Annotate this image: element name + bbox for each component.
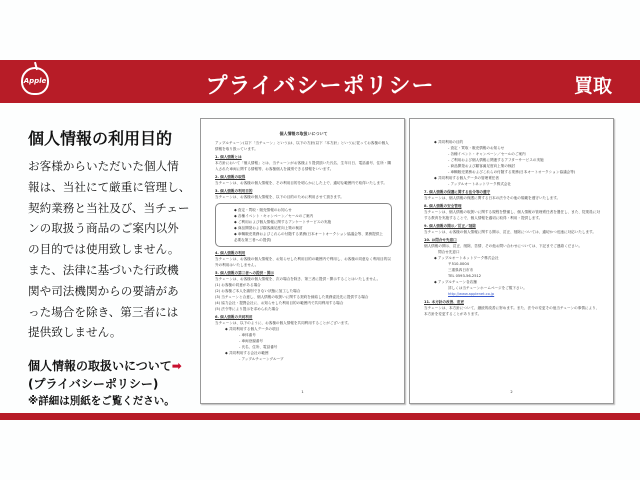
doc-subitem: - 査定・買取・販売情報のお知らせ	[424, 145, 601, 151]
doc-subitem: - 車両登録番号	[215, 338, 392, 344]
link-label: 個人情報の取扱いについて	[28, 359, 172, 374]
doc-bullet: ◆ アップルオートネットワーク株式会社	[424, 255, 601, 261]
website-link[interactable]: http://www.applenet.co.jp	[448, 292, 495, 296]
text-line: の目的では使用致しません。	[28, 242, 180, 257]
doc-bullet: ◆ 商品開発および顧客満足度向上策の検討	[224, 225, 383, 231]
privacy-policy-link[interactable]	[28, 357, 196, 393]
footer-band	[0, 413, 640, 420]
page-title: プライバシーポリシー	[205, 74, 435, 99]
doc-bullet: ◆ 査定・買取・販売情報のお知らせ	[224, 207, 383, 213]
purpose-section	[28, 126, 196, 409]
policy-document-page-1	[200, 118, 405, 404]
doc-bullet: ◆ 共同利用する個人データの管理責任者	[424, 175, 601, 181]
purpose-paragraph	[28, 156, 196, 343]
text-line: ンの取扱う商品のご案内以外	[28, 221, 179, 236]
doc-text: (4) 協力会社・提携会社に、お知らせした利用目的の範囲内で共同利用する場合	[215, 301, 344, 305]
doc-section-heading: 6. 個人情報の共同利用	[215, 315, 253, 319]
doc-section-heading: 11. 本方針の改善、変更	[424, 300, 464, 304]
doc-text: 当チェーンは、お客様の個人情報を、次の場合を除き、第三者に提供・開示することはいたしません。	[215, 277, 381, 281]
header-bar	[0, 60, 640, 103]
page-number: 1	[301, 390, 304, 394]
doc-text: 当チェーンは、お客様の個人情報に関する開示、訂正、削除については、適切かつ迅速に対応いたします。	[424, 230, 596, 234]
category-label: 買取	[573, 75, 612, 97]
policy-document-page-2	[409, 118, 614, 404]
doc-subitem: - 車体番号	[215, 332, 392, 338]
text-line: 契約業務と当社及び、当チェー	[28, 200, 190, 215]
doc-bullet: ◆ 共同利用する会社の範囲	[215, 350, 392, 356]
doc-text: 詳しくは当チェーンホームページをご覧下さい。	[448, 286, 527, 290]
doc-section-heading: 1. 個人情報とは	[215, 155, 242, 159]
doc-text: (2) お客様ご本人を識別できない状態に加工した場合	[215, 289, 301, 293]
doc-text: 本方針において「個人情報」とは、当チェーンがお客様より提供頂いた氏名、生年月日、電話番号、住所・購入された車両に関する情報等、お客様個人を識別できる情報をいいます。	[215, 161, 391, 171]
doc-text: 当チェーンは、個人情報の保護に関する日本の法令その他の規範を遵守いたします。	[424, 196, 561, 200]
doc-bullet: ◆ 共同利用する個人データの項目	[215, 326, 392, 332]
doc-bullet: ◆ 各種イベント・キャンペーン／セールのご案内	[224, 213, 383, 219]
doc-subitem: - 氏名、住所、電話番号	[215, 344, 392, 350]
doc-bullet: ◆ ご利用および個人情報に関するアンケートサービスの実施	[224, 219, 383, 225]
doc-subitem: - アップルオートネットワーク株式会社	[424, 181, 601, 187]
doc-text: (3) 当チェーンと合意し、個人情報の取扱いに関する契約を締結した業務委託先に提供する場合	[215, 295, 369, 299]
purpose-box	[215, 203, 392, 247]
doc-section-heading: 2. 個人情報の取得	[215, 175, 246, 179]
doc-subitem: - アップルチェーングループ	[215, 356, 392, 362]
doc-section-heading: 10. お問合せ先窓口	[424, 238, 457, 242]
doc-text: 当チェーンは、お客様の個人情報を、その利用目的を明らかにした上で、適切な範囲内で取得いたします。	[215, 181, 387, 185]
note-text: ※詳細は別紙をご覧ください。	[28, 395, 175, 408]
doc-text: アップルチェーン(以下「当チェーン」という)は、以下の方針(以下「本方針」という)に従ってお客様の個人情報を取り扱っています。	[215, 141, 389, 151]
doc-text: TEL 0593-56-2512	[448, 274, 482, 278]
doc-text: 〒510-0004	[448, 262, 469, 266]
doc-text: 当チェーンは、個人情報の取扱いに関する規程を整備し、個人情報の管理責任者を選任し、また、従業員に対する教育を実施することで、個人情報を適切に取得・利用・提供します。	[424, 210, 600, 220]
doc-text: 三重県四日市市	[448, 268, 474, 272]
link-sublabel: (プライバシーポリシー)	[28, 377, 159, 392]
text-line: 報は、当社にて厳重に管理し、	[28, 179, 191, 194]
doc-bullet: ◆ 共同利用の目的	[424, 139, 601, 145]
doc-text: 当チェーンは、お客様の個人情報を、以下の目的のために利用させて頂きます。	[215, 195, 344, 199]
doc-section-heading: 7. 個人情報の保護に関する法令等の遵守	[424, 190, 491, 194]
text-line: また、法律に基づいた行政機	[28, 262, 179, 277]
doc-text: 当チェーンは、以下のように、お客様の個人情報を共同利用することがございます。	[215, 321, 352, 325]
doc-section-heading: 5. 個人情報の第三者への提供・開示	[215, 271, 275, 275]
text-line: 関や司法機関からの要請があ	[28, 283, 179, 298]
section-heading: 個人情報の利用目的	[28, 129, 173, 148]
doc-section-heading: 3. 個人情報の利用目的	[215, 189, 253, 193]
text-line: った場合を除き、第三者には	[28, 304, 179, 319]
doc-text: (1) お客様の同意がある場合	[215, 283, 261, 287]
doc-subitem: - 車輌販売業務およびこれらの付随する業務(日本オートオークション協議会等)	[424, 169, 601, 175]
doc-bullet: ◆ アップルチェーン各店舗	[424, 279, 601, 285]
doc-title: 個人情報の取扱いについて	[279, 131, 328, 136]
arrow-right-icon: ➡	[171, 359, 182, 374]
doc-subitem: - 各種イベント・キャンペーン／セールのご案内	[424, 151, 601, 157]
text-line: お客様からいただいた個人情	[28, 159, 179, 173]
doc-section-heading: 4. 個人情報の利用	[215, 251, 246, 255]
doc-section-heading: 9. 個人情報の開示／訂正／削除	[424, 224, 476, 228]
doc-text: 当チェーンは、お客様の個人情報を、お知らせした利用目的の範囲内で利用し、お客様の同意なく利用目的以外の利用はいたしません。	[215, 257, 391, 267]
doc-subitem: - 商品開発および顧客満足度向上策の検討	[424, 163, 601, 169]
text-line: 提供致しません。	[28, 325, 122, 340]
doc-section-heading: 8. 個人情報の安全管理	[424, 204, 462, 208]
doc-subitem: - ご利用および個人情報に関連するアフターサービスの実施	[424, 157, 601, 163]
page-number: 2	[510, 390, 513, 394]
doc-text: 個人情報の開示、訂正、削除、苦情、その他お問い合わせについては、下記までご連絡ください。	[424, 244, 583, 248]
doc-text: 問合せ先窓口	[438, 250, 460, 254]
apple-logo[interactable]: Apple	[21, 67, 49, 95]
doc-text: (5) 法令等により提示を求められた場合	[215, 307, 279, 311]
doc-bullet: ◆ 車輌販売業務およびこれらの付随する業務(日本オートオークション協議会等、業務提供上必要な第三者への提供)	[224, 231, 383, 243]
doc-text: 当チェーンは、本方針について、継続的改善に努めます。また、法令の変更その他当チェーンの事情により、本方針を変更することがあります。	[424, 306, 600, 316]
